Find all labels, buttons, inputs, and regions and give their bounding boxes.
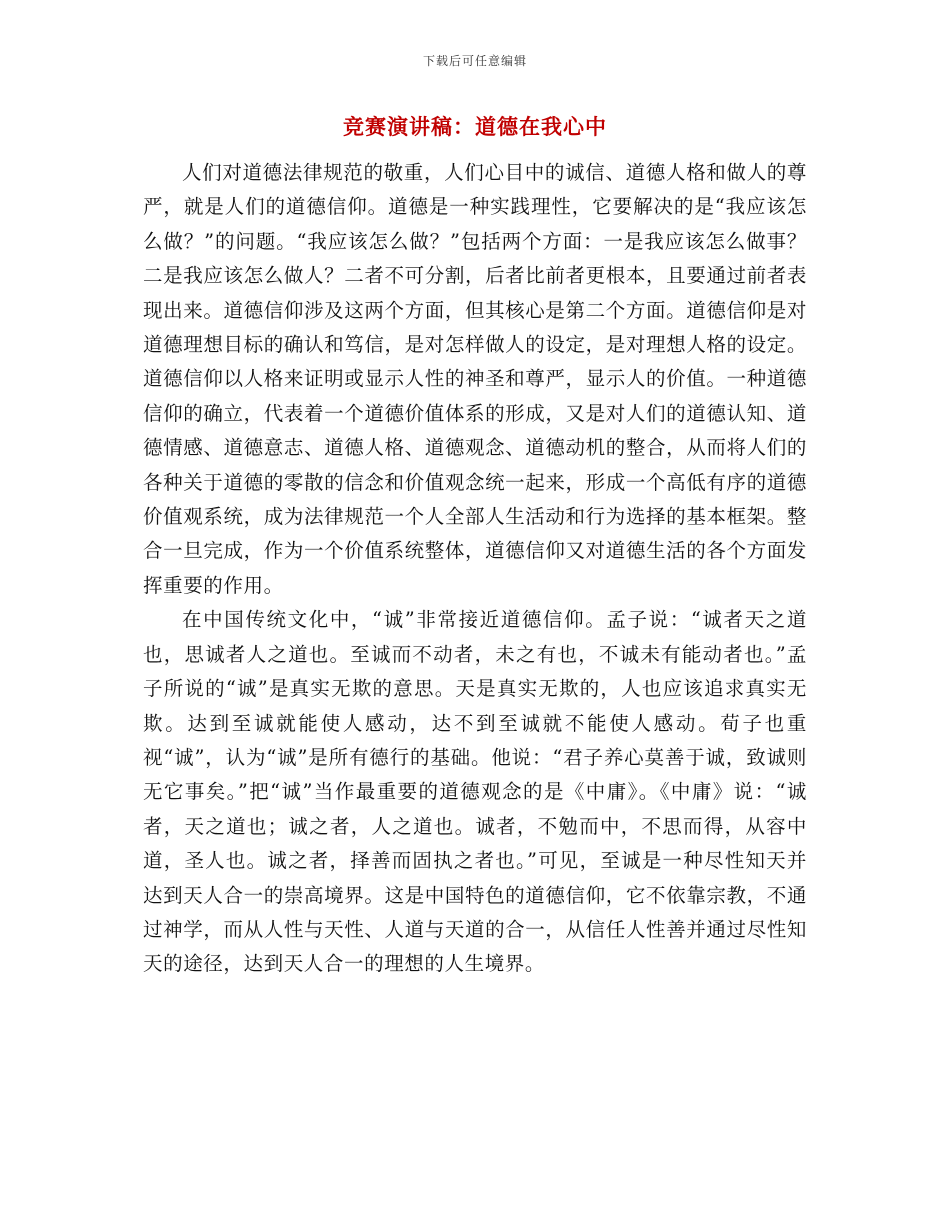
header-note: 下载后可任意编辑 — [422, 54, 527, 68]
document-body — [143, 156, 807, 982]
document-title: 竞赛演讲稿：道德在我心中 — [343, 115, 607, 139]
paragraph-1: 人们对道德法律规范的敬重，人们心目中的诚信、道德人格和做人的尊严，就是人们的道德信仰。道德是一种实践理性，它要解决的是“我应该怎么做？”的问题。“我应该怎么做？”包括两个方面：一是我应该怎么做事？二是我应该怎么做人？二者不可分割，后者比前者更根本，且要通过前者表现出来。道德信仰涉及这两个方面，但其核心是第二个方面。道德信仰是对道德理想目标的确认和笃信，是对怎样做人的设定，是对理想人格的设定。道德信仰以人格来证明或显示人性的神圣和尊严，显示人的价值。一种道德信仰的确立，代表着一个道德价值体系的形成，又是对人们的道德认知、道德情感、道德意志、道德人格、道德观念、道德动机的整合，从而将人们的各种关于道德的零散的信念和价值观念统一起来，形成一个高低有序的道德价值观系统，成为法律规范一个人全部人生活动和行为选择的基本框架。整合一旦完成，作为一个价值系统整体，道德信仰又对道德生活的各个方面发挥重要的作用。 — [143, 161, 807, 597]
paragraph-2: 在中国传统文化中，“诚”非常接近道德信仰。孟子说：“诚者天之道也，思诚者人之道也。至诚而不动者，未之有也，不诚未有能动者也。”孟子所说的“诚”是真实无欺的意思。天是真实无欺的，人也应该追求真实无欺。达到至诚就能使人感动，达不到至诚就不能使人感动。荀子也重视“诚”，认为“诚”是所有德行的基础。他说：“君子养心莫善于诚，致诚则无它事矣。”把“诚”当作最重要的道德观念的是《中庸》。《中庸》说：“诚者，天之道也；诚之者，人之道也。诚者，不勉而中，不思而得，从容中道，圣人也。诚之者，择善而固执之者也。”可见，至诚是一种尽性知天并达到天人合一的崇高境界。这是中国特色的道德信仰，它不依靠宗教，不通过神学，而从人性与天性、人道与天道的合一，从信任人性善并通过尽性知天的途径，达到天人合一的理想的人生境界。 — [143, 608, 807, 976]
